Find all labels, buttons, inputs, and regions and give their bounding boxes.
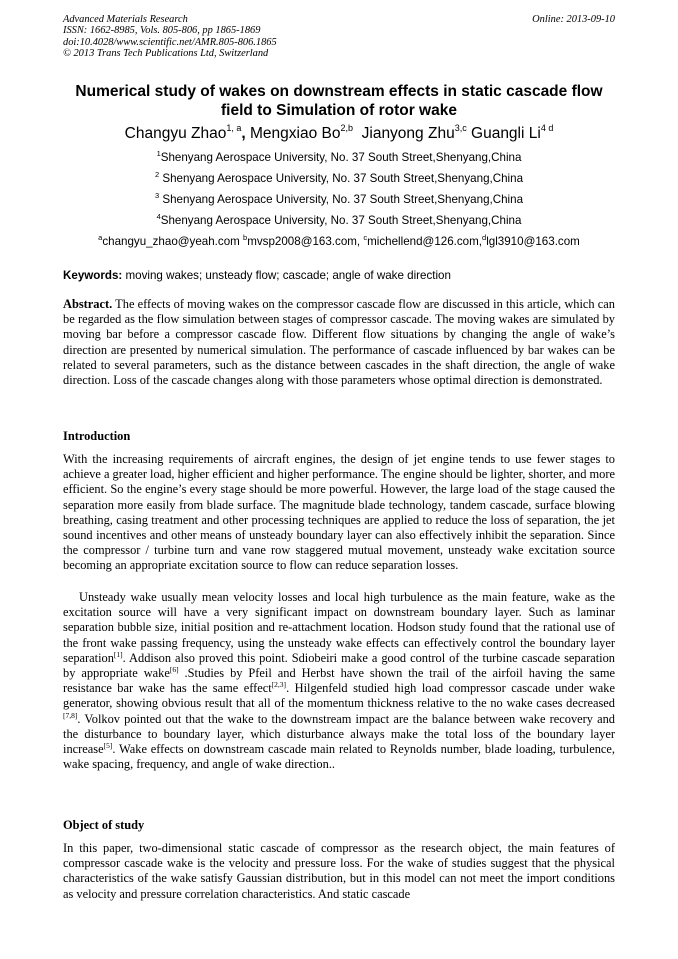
affiliation-text: Shenyang Aerospace University, No. 37 South Street,Shenyang,China [159,172,524,185]
citation-ref: [7,8] [63,710,78,720]
intro-paragraph-1 [63,452,615,574]
abstract-label: Abstract. [63,297,113,311]
affiliation-sup: 2 [154,170,160,179]
keywords-text: moving wakes; unsteady flow; cascade; angle of wake direction [122,269,451,282]
section-heading-introduction: Introduction [63,429,131,443]
email-address: mvsp2008@163.com, [247,235,364,248]
abstract-paragraph [63,297,615,388]
email-sup: d [482,233,487,242]
email-sup: c [363,233,368,242]
author-name: Mengxiao Bo [250,125,341,142]
section-heading-object-of-study: Object of study [63,818,145,832]
author-name: Changyu Zhao [124,125,227,142]
author-name: Guangli Li [471,125,541,142]
copyright-line: © 2013 Trans Tech Publications Ltd, Switzerland [63,48,269,60]
intro-text: Unsteady wake usually mean velocity losses and local high turbulence as the main feature, wake as the excitation source will have a very significant impact on downstream boundary layer. Such as laminar separation bubble size, initial position and re-attachment location. Hodson study found that the rational use of the front wake passing frequency, using the unsteady wake effects can effectively control the boundary layer separation [63,590,615,665]
affiliation-sup: 4 [156,212,161,221]
author-sup: 4 d [540,123,554,133]
online-date: Online: 2013-09-10 [532,14,615,25]
affiliation-1 [40,151,638,165]
affiliation-4 [40,214,638,228]
affiliation-text: Shenyang Aerospace University, No. 37 South Street,Shenyang,China [160,214,522,227]
intro-paragraph-1-text: With the increasing requirements of aircraft engines, the design of jet engine tends to use fewer stages to achieve a greater load, higher efficient and higher performance. The engine should be lighter, shorter, and more efficient. So the engine’s every stage should be more powerful. However, the large load of the stage caused the separation more easily from blade surface. The magnitude blade technology, tandem cascade, surface blowing breathing, casing treatment and other processing techniques are applied to reduce the loss of separation, the jet sound incentives and other means of unsteady boundary layer can also effectively inhibit the separation. Since the compressor / turbine turn and vane row staggered mutual movement, unsteady wake excitation source becoming an appropriate excitation source to flow can reduce separation losses. [63,452,615,573]
issn-line: ISSN: 1662-8985, Vols. 805-806, pp 1865-1869 [63,25,261,37]
citation-ref: [1] [113,649,123,659]
keywords [63,269,615,283]
doi-line: doi:10.4028/www.scientific.net/AMR.805-806.1865 [63,36,277,48]
affiliation-3 [40,193,638,207]
author-sup: 2,b [340,123,353,133]
author-list: Changyu Zhao$^{1, a}$, Mengxiao Bo$^{2,b}$ Jianyong Zhu$^{3,c}$ Guangli $Li^{4 d}$ [124,123,554,142]
title-line-2: field to Simulation of rotor wake [221,102,457,119]
intro-text: . Hilgenfeld studied high load compressor cascade under wake generator, showing obvious result that all of the momentum thickness relative to the no wake cases decreased [63,681,615,711]
journal-header [63,14,615,60]
email-address: changyu_zhao@yeah.com [102,235,244,248]
affiliation-text: Shenyang Aerospace University, No. 37 South Street,Shenyang,China [160,151,522,164]
email-sup: b [243,233,248,242]
affiliation-sup: 1 [156,149,161,158]
object-paragraph-1-text: In this paper, two-dimensional static cascade of compressor as the research object, the main features of compressor cascade wake is the velocity and pressure loss. For the wake of studies suggest that the physical characteristics of the wake satisfy Gaussian distribution, but in this model can not meet the import conditions as velocity and pressure correlation characteristics. And static cascade [63,841,615,901]
author-sup: 1, a [226,123,242,133]
email-address: lgl3910@163.com [486,235,580,248]
email-address: michellend@126.com, [367,235,483,248]
intro-text: .Studies by Pfeil and Herbst have shown the trail of the airfoil having the same resistance bar wake has the same effect [63,666,615,696]
author-sup: 3,c [454,123,467,133]
affiliation-2 [40,172,638,186]
email-line [40,235,638,249]
object-paragraph-1 [63,841,615,902]
intro-text: . Addison also proved this point. Sdiobeiri make a good control of the turbine cascade separation by appropriate wake [63,650,615,681]
affiliation-sup: 3 [154,191,160,200]
citation-ref: [2,3] [271,680,287,690]
citation-ref: [6] [169,665,179,675]
paper-title [40,82,638,120]
email-sup: a [98,233,103,242]
intro-paragraph-2 [63,590,615,772]
keywords-label: Keywords: [63,269,123,282]
intro-text: . Wake effects on downstream cascade main related to Reynolds number, blade loading, turbulence, wake spacing, frequency, and angle of wake direction.. [63,742,615,772]
citation-ref: [5] [103,741,113,751]
intro-text: . Volkov pointed out that the wake to the downstream impact are the balance between wake recovery and the disturbance to boundary layer, which disturbance always make the total loss of the boundary layer increase [63,711,615,757]
title-line-1: Numerical study of wakes on downstream effects in static cascade flow [75,83,603,100]
affiliation-text: Shenyang Aerospace University, No. 37 South Street,Shenyang,China [159,193,524,206]
abstract-text: The effects of moving wakes on the compressor cascade flow are discussed in this article, which can be regarded as the flow simulation between stages of compressor cascade. The moving wakes are simulated by moving bar before a compressor cascade flow. Different flow situations by changing the angle of wake’s direction are presented by numerical simulation. The performance of cascade influenced by bar wakes can be related to several parameters, such as the distance between cascades in the shaft direction, the angle of wake direction. Loss of the cascade changes along with those parameters whose optimal direction is demonstrated. [63,297,615,388]
journal-name: Advanced Materials Research [63,14,188,25]
author-name: Jianyong Zhu [361,125,455,142]
